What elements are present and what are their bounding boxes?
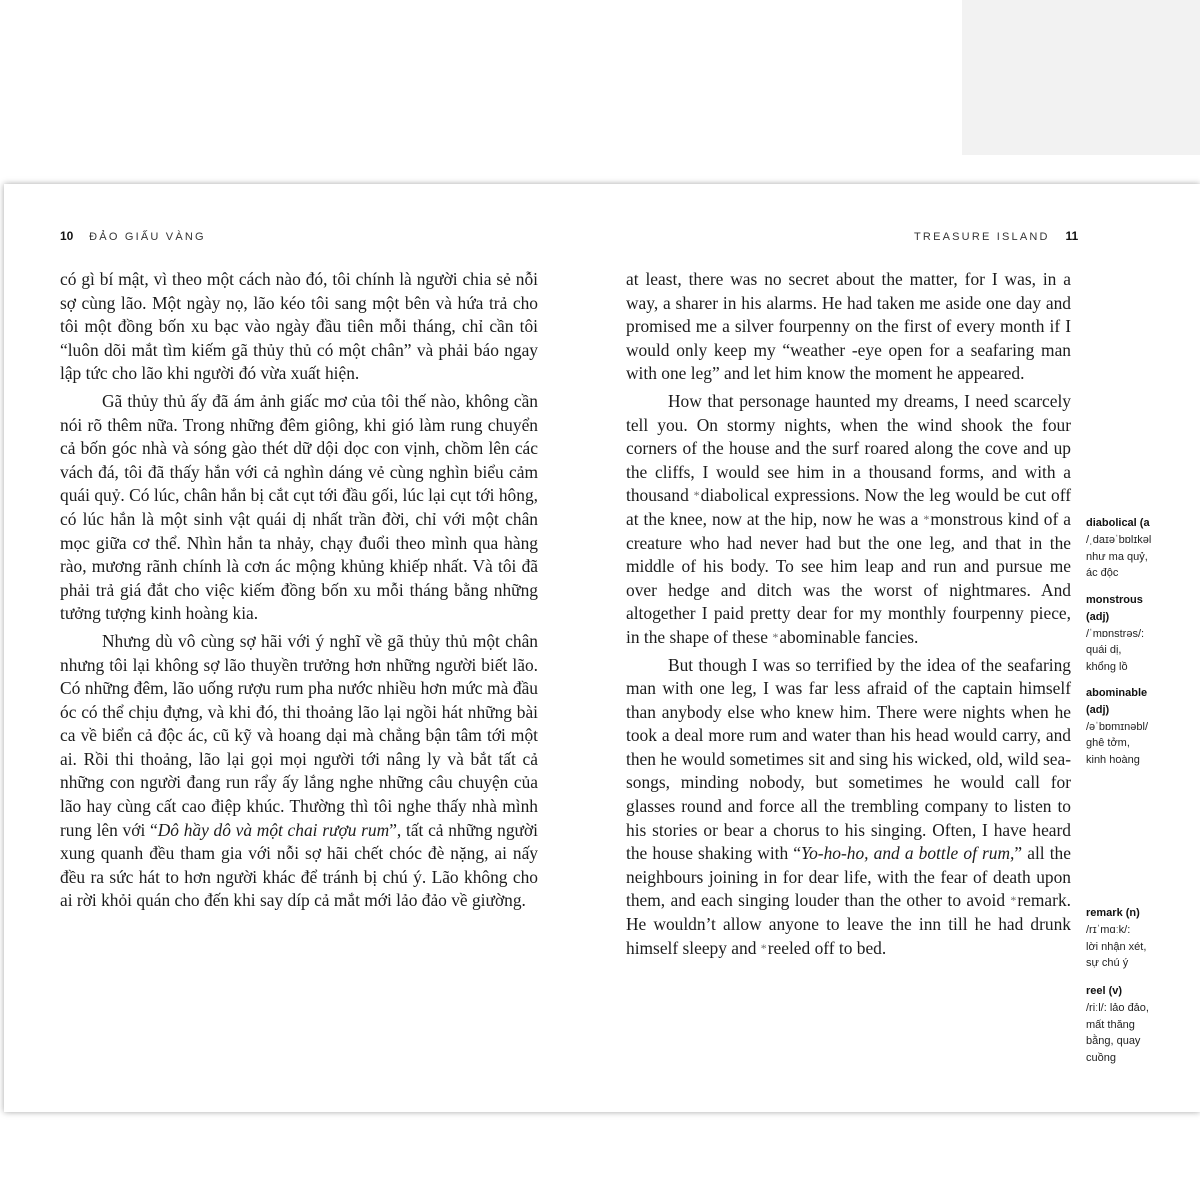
glossary-meaning: kinh hoàng <box>1086 754 1140 767</box>
right-page-number: 11 <box>1065 229 1079 243</box>
book-spread <box>4 184 1200 1112</box>
vocab-word-abominable: abominable <box>779 626 861 647</box>
vocab-marker: * <box>772 629 779 644</box>
glossary-entry-abominable <box>1086 685 1198 769</box>
right-page-text <box>626 268 1071 964</box>
glossary-term: monstrous <box>1086 594 1143 606</box>
right-header-title: TREASURE ISLAND <box>914 231 1050 243</box>
left-paragraph-1: có gì bí mật, vì theo một cách nào đó, tôi chính là người chia sẻ nỗi sợ cùng lão. Một ngày nọ, lão kéo tôi sang một bên và hứa trả cho tôi một đồng bốn xu bạc vào ngày đầu tiên mỗi tháng, chỉ cần tôi “luôn dõi mắt tìm kiếm gã thủy thủ có một chân” và phải báo ngay lập tức cho lão khi người đó vừa xuất hiện. <box>60 269 538 384</box>
glossary-meaning: khổng lồ <box>1086 661 1128 674</box>
glossary-part-of-speech: (adj) <box>1086 703 1110 716</box>
vocab-marker: * <box>1010 893 1017 908</box>
glossary-term: reel (v) <box>1086 985 1123 997</box>
glossary-entry-remark <box>1086 905 1198 972</box>
glossary-meaning: như ma quỷ, <box>1086 550 1148 563</box>
left-page-text <box>60 268 538 917</box>
glossary-pronunciation: /rɪˈmɑːk/: <box>1086 923 1131 936</box>
glossary-pronunciation: /riːl/: lảo đảo, <box>1086 1001 1149 1014</box>
left-paragraph-3: Nhưng dù vô cùng sợ hãi với ý nghĩ về gã thủy thủ một chân nhưng tôi lại không sợ lão thuyền trưởng hơn những người biết lão. Có những đêm, lão uống rượu rum pha nước nhiều hơn mức mà đầu óc có thể chịu đựng, và khi đó, thi thoảng lão lại ngồi hát những bài ca về biển cả độc ác, cũ kỹ và hoang dại mà chẳng bận tâm tới một ai. Rồi thi thoảng, lão lại gọi mọi người tới nâng ly và bắt tất cả những con người đang run rẩy ấy lắng nghe những câu chuyện của lão hay cùng cất cao điệp khúc. Thường thì tôi nghe thấy nhà mình rung lên với “Dô hầy dô và một chai rượu rum”, tất cả những người xung quanh đều tham gia với nỗi sợ hãi chết chóc đè nặng, ai nấy đều ra sức hát to hơn người khác để tránh bị chú ý. Lão không cho ai rời khỏi quán cho đến khi say díp cả mắt mới lảo đảo về giường. <box>60 630 538 911</box>
glossary-meaning: mất thăng <box>1086 1018 1135 1031</box>
song-quote-vi: Dô hầy dô và một chai rượu rum <box>157 819 390 840</box>
right-running-head <box>914 229 1078 243</box>
left-running-head <box>60 229 206 243</box>
glossary-entry-reel <box>1086 983 1198 1067</box>
glossary-meaning: sự chú ý <box>1086 957 1129 970</box>
glossary-meaning: ghê tởm, <box>1086 737 1130 750</box>
vocab-marker: * <box>693 488 700 503</box>
vocab-word-reeled-off: reeled off <box>767 937 835 958</box>
vocab-marker: * <box>760 940 767 955</box>
left-page-number: 10 <box>60 229 74 243</box>
left-header-title: ĐẢO GIẤU VÀNG <box>89 231 206 243</box>
right-paragraph-3: But though I was so terrified by the idea of the seafaring man with one leg, I was far less afraid of the captain himself than anybody else who knew him. There were nights when he took a deal more rum and water than his head would carry, and then he would sometimes sit and sing his wicked, old, wild sea-songs, minding nobody, but sometimes he would call for glasses round and force all the trembling company to listen to his stories or bear a chorus to his singing. Often, I have heard the house shaking with “Yo-ho-ho, and a bottle of rum,” all the neighbours joining in for dear life, with the fear of death upon them, and each singing louder than the other to avoid *remark. He wouldn’t allow anyone to leave the inn till he had drunk himself sleepy and *reeled off to bed. <box>626 654 1071 958</box>
song-quote-en: Yo-ho-ho, and a bottle of rum, <box>801 843 1015 864</box>
glossary-meaning: bằng, quay <box>1086 1035 1141 1048</box>
right-paragraph-1: at least, there was no secret about the matter, for I was, in a way, a sharer in his alarms. He had taken me aside one day and promised me a silver fourpenny on the first of every month if I would only keep my “weather -eye open for a seafaring man with one leg” and let him know the moment he appeared. <box>626 269 1071 384</box>
glossary-meaning: quái dị, <box>1086 644 1122 657</box>
glossary-meaning: ác độc <box>1086 567 1119 580</box>
glossary-pronunciation: /ˌdaɪəˈbɒlɪkəl <box>1086 533 1152 546</box>
left-paragraph-2: Gã thủy thủ ấy đã ám ảnh giấc mơ của tôi thế nào, không cần nói rõ thêm nữa. Trong những đêm giông, khi gió làm rung chuyển cả bốn góc nhà và sóng gào thét dữ dội dọc con vịnh, chồm lên các vách đá, tôi đã thấy hắn với cả nghìn dáng vẻ cùng nghìn biểu cảm quái quỷ. Có lúc, chân hắn bị cắt cụt tới đầu gối, lúc lại cụt tới hông, có lúc hắn là một sinh vật quái dị nhất trần đời, chỉ với một chân mọc giữa cơ thể. Nhìn hắn ta nhảy, chạy đuổi theo mình qua hàng rào, mương rãnh chính là cơn ác mộng khủng khiếp nhất. Và tôi đã phải trả giá đắt cho việc kiếm đồng bốn xu mỗi tháng bằng những tưởng tượng kinh hoàng kia. <box>60 390 538 624</box>
glossary-meaning: cuồng <box>1086 1052 1116 1065</box>
glossary-pronunciation: /əˈbɒmɪnəbl/ <box>1086 720 1149 733</box>
glossary-pronunciation: /ˈmɒnstrəs/: <box>1086 627 1145 640</box>
glossary-entry-monstrous <box>1086 592 1198 676</box>
vocab-word-monstrous: monstrous <box>930 508 1003 529</box>
glossary-term: abominable <box>1086 687 1148 699</box>
right-paragraph-2: How that personage haunted my dreams, I need scarcely tell you. On stormy nights, when the wind shook the four corners of the house and the surf roared along the cove and up the cliffs, I would see him in a thousand forms, and with a thousand *diabolical expressions. Now the leg would be cut off at the knee, now at the hip, now he was a *monstrous kind of a creature who had never had but the one leg, and that in the middle of his body. To see him leap and run and pursue me over hedge and ditch was the worst of nightmares. And altogether I paid pretty dear for my monthly fourpenny piece, in the shape of these *abominable fancies. <box>626 390 1071 647</box>
glossary-part-of-speech: (adj) <box>1086 610 1110 623</box>
vocab-marker: * <box>923 511 930 526</box>
glossary-term: diabolical (a <box>1086 517 1150 529</box>
glossary-meaning: lời nhận xét, <box>1086 940 1147 953</box>
glossary-entry-diabolical <box>1086 515 1198 582</box>
glossary-term: remark (n) <box>1086 907 1140 919</box>
background-gray-block <box>962 0 1200 155</box>
vocab-word-remark: remark <box>1017 890 1067 911</box>
vocab-word-diabolical: diabolical <box>700 485 770 506</box>
